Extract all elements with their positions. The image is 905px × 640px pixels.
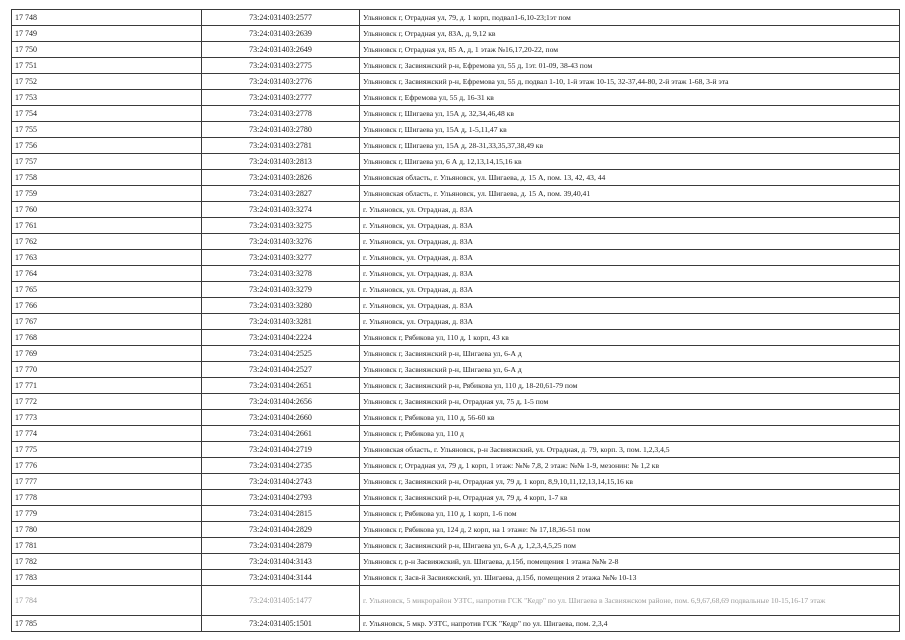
row-number-cell: 17 748 [12,10,202,26]
table-row [12,616,900,632]
table-row [12,74,900,90]
row-number-cell: 17 784 [12,586,202,616]
cadastral-number-cell: 73:24:031403:2775 [202,58,360,74]
table-row [12,474,900,490]
address-cell: Ульяновск г, Отрадная ул, 85 А, д, 1 этаж №16,17,20-22, пом [360,42,900,58]
cadastral-number-cell: 73:24:031403:2781 [202,138,360,154]
cadastral-number-cell: 73:24:031404:2661 [202,426,360,442]
address-cell: г. Ульяновск, 5 микрорайон УЗТС, напротив ГСК "Кедр" по ул. Шигаева в Засвияжском районе, пом. 6,9,67,68,69 подвальные 10-15,16-17 этаж [360,586,900,616]
table-row [12,362,900,378]
table-row [12,538,900,554]
row-number-cell: 17 762 [12,234,202,250]
address-cell: Ульяновская область, г. Ульяновск, ул. Шигаева, д. 15 А, пом. 39,40,41 [360,186,900,202]
address-cell: г. Ульяновск, ул. Отрадная, д. 83А [360,234,900,250]
address-cell: Ульяновск г, Засвияжский р-н, Отрадная ул, 75 д, 1-5 пом [360,394,900,410]
address-cell: Ульяновск г, Ефремова ул, 55 д, 16-31 кв [360,90,900,106]
row-number-cell: 17 772 [12,394,202,410]
cadastral-number-cell: 73:24:031404:2743 [202,474,360,490]
table-row [12,282,900,298]
cadastral-number-cell: 73:24:031403:3278 [202,266,360,282]
row-number-cell: 17 750 [12,42,202,58]
address-cell: г. Ульяновск, ул. Отрадная, д. 83А [360,202,900,218]
cadastral-number-cell: 73:24:031404:2829 [202,522,360,538]
address-cell: Ульяновск г, Отрадная ул, 83А, д, 9,12 кв [360,26,900,42]
table-row [12,42,900,58]
cadastral-number-cell: 73:24:031403:3281 [202,314,360,330]
cadastral-number-cell: 73:24:031403:3279 [202,282,360,298]
cadastral-number-cell: 73:24:031403:2778 [202,106,360,122]
address-cell: Ульяновск г, Рябикова ул, 110 д, 1 корп, 1-6 пом [360,506,900,522]
row-number-cell: 17 751 [12,58,202,74]
address-cell: Ульяновск г, Засвияжский р-н, Ефремова ул, 55 д, 1эт. 01-09, 38-43 пом [360,58,900,74]
table-row [12,490,900,506]
table-row [12,170,900,186]
table-row [12,442,900,458]
cadastral-number-cell: 73:24:031404:2527 [202,362,360,378]
row-number-cell: 17 780 [12,522,202,538]
table-row [12,266,900,282]
address-cell: г. Ульяновск, ул. Отрадная, д. 83А [360,298,900,314]
table-row [12,586,900,616]
cadastral-number-cell: 73:24:031404:2815 [202,506,360,522]
registry-sheet [11,9,899,628]
address-cell: Ульяновск г, Засвияжский р-н, Шигаева ул, 6-А д [360,346,900,362]
table-row [12,522,900,538]
table-row [12,154,900,170]
row-number-cell: 17 774 [12,426,202,442]
row-number-cell: 17 755 [12,122,202,138]
row-number-cell: 17 776 [12,458,202,474]
cadastral-number-cell: 73:24:031403:2826 [202,170,360,186]
cadastral-number-cell: 73:24:031403:2577 [202,10,360,26]
table-row [12,378,900,394]
row-number-cell: 17 760 [12,202,202,218]
row-number-cell: 17 779 [12,506,202,522]
address-cell: Ульяновск г, Засвияжский р-н, Отрадная ул, 79 д, 4 корп, 1-7 кв [360,490,900,506]
cadastral-number-cell: 73:24:031403:2649 [202,42,360,58]
address-cell: Ульяновск г, Шигаева ул, 15А д, 1-5,11,47 кв [360,122,900,138]
cadastral-number-cell: 73:24:031403:2776 [202,74,360,90]
row-number-cell: 17 749 [12,26,202,42]
table-row [12,26,900,42]
address-cell: г. Ульяновск, ул. Отрадная, д. 83А [360,218,900,234]
address-cell: Ульяновск г, Засвияжский р-н, Шигаева ул, 6-А д [360,362,900,378]
row-number-cell: 17 769 [12,346,202,362]
cadastral-number-cell: 73:24:031403:2639 [202,26,360,42]
address-cell: Ульяновск г, Шигаева ул, 15А д, 28-31,33,35,37,38,49 кв [360,138,900,154]
table-row [12,250,900,266]
row-number-cell: 17 763 [12,250,202,266]
row-number-cell: 17 758 [12,170,202,186]
address-cell: г. Ульяновск, 5 мкр. УЗТС, напротив ГСК "Кедр" по ул. Шигаева, пом. 2,3,4 [360,616,900,632]
address-cell: Ульяновск г, Шигаева ул, 15А д, 32,34,46,48 кв [360,106,900,122]
row-number-cell: 17 756 [12,138,202,154]
row-number-cell: 17 775 [12,442,202,458]
address-cell: Ульяновск г, Засвияжский р-н, Ефремова ул, 55 д, подвал 1-10, 1-й этаж 10-15, 32-37,44-80, 2-й этаж 1-68, 3-й эта [360,74,900,90]
cadastral-number-cell: 73:24:031404:2879 [202,538,360,554]
table-row [12,218,900,234]
cadastral-number-cell: 73:24:031404:3144 [202,570,360,586]
row-number-cell: 17 783 [12,570,202,586]
table-row [12,90,900,106]
row-number-cell: 17 764 [12,266,202,282]
row-number-cell: 17 752 [12,74,202,90]
cadastral-number-cell: 73:24:031404:2660 [202,410,360,426]
address-cell: Ульяновская область, г. Ульяновск, р-н Засвияжский, ул. Отрадная, д. 79, корп. 3, пом. 1,2,3,4,5 [360,442,900,458]
cadastral-number-cell: 73:24:031403:2777 [202,90,360,106]
cadastral-number-cell: 73:24:031404:2793 [202,490,360,506]
cadastral-number-cell: 73:24:031405:1501 [202,616,360,632]
address-cell: Ульяновск г, Засвияжский р-н, Шигаева ул, 6-А д, 1,2,3,4,5,25 пом [360,538,900,554]
address-cell: Ульяновск г, Рябикова ул, 124 д, 2 корп, на 1 этаже: № 17,18,36-51 пом [360,522,900,538]
row-number-cell: 17 777 [12,474,202,490]
address-cell: Ульяновск г, Засвияжский р-н, Отрадная ул, 79 д, 1 корп, 8,9,10,11,12,13,14,15,16 кв [360,474,900,490]
cadastral-number-cell: 73:24:031403:2813 [202,154,360,170]
table-row [12,202,900,218]
row-number-cell: 17 767 [12,314,202,330]
cadastral-number-cell: 73:24:031403:2780 [202,122,360,138]
cadastral-number-cell: 73:24:031404:3143 [202,554,360,570]
cadastral-number-cell: 73:24:031404:2651 [202,378,360,394]
registry-rows [12,10,900,632]
cadastral-number-cell: 73:24:031405:1477 [202,586,360,616]
table-row [12,394,900,410]
table-row [12,458,900,474]
row-number-cell: 17 768 [12,330,202,346]
table-row [12,58,900,74]
row-number-cell: 17 766 [12,298,202,314]
address-cell: Ульяновск г, Рябикова ул, 110 д [360,426,900,442]
table-row [12,506,900,522]
table-row [12,298,900,314]
row-number-cell: 17 765 [12,282,202,298]
row-number-cell: 17 759 [12,186,202,202]
cadastral-number-cell: 73:24:031403:3274 [202,202,360,218]
address-cell: Ульяновск г, Отрадная ул, 79, д. 1 корп, подвал1-6,10-23;1эт пом [360,10,900,26]
table-row [12,234,900,250]
row-number-cell: 17 761 [12,218,202,234]
table-row [12,138,900,154]
table-row [12,410,900,426]
address-cell: Ульяновск г, Шигаева ул, 6 А д, 12,13,14,15,16 кв [360,154,900,170]
row-number-cell: 17 782 [12,554,202,570]
address-cell: Ульяновск г, Рябикова ул, 110 д, 1 корп, 43 кв [360,330,900,346]
address-cell: Ульяновск г, р-н Засвияжский, ул. Шигаева, д.15б, помещения 1 этажа №№ 2-8 [360,554,900,570]
cadastral-number-cell: 73:24:031403:3277 [202,250,360,266]
address-cell: Ульяновская область, г. Ульяновск, ул. Шигаева, д. 15 А, пом. 13, 42, 43, 44 [360,170,900,186]
cadastral-number-cell: 73:24:031404:2525 [202,346,360,362]
address-cell: Ульяновск г, Рябикова ул, 110 д, 56-60 кв [360,410,900,426]
table-row [12,330,900,346]
address-cell: г. Ульяновск, ул. Отрадная, д. 83А [360,282,900,298]
row-number-cell: 17 757 [12,154,202,170]
cadastral-number-cell: 73:24:031404:2224 [202,330,360,346]
row-number-cell: 17 770 [12,362,202,378]
table-row [12,314,900,330]
cadastral-number-cell: 73:24:031404:2735 [202,458,360,474]
cadastral-number-cell: 73:24:031403:3275 [202,218,360,234]
table-row [12,10,900,26]
row-number-cell: 17 753 [12,90,202,106]
table-row [12,346,900,362]
row-number-cell: 17 754 [12,106,202,122]
cadastral-number-cell: 73:24:031404:2719 [202,442,360,458]
table-row [12,554,900,570]
registry-table [11,9,900,632]
cadastral-number-cell: 73:24:031403:2827 [202,186,360,202]
table-row [12,426,900,442]
row-number-cell: 17 785 [12,616,202,632]
address-cell: Ульяновск г, Засв-й Засвияжский, ул. Шигаева, д.15б, помещения 2 этажа №№ 10-13 [360,570,900,586]
address-cell: г. Ульяновск, ул. Отрадная, д. 83А [360,314,900,330]
table-row [12,186,900,202]
row-number-cell: 17 771 [12,378,202,394]
row-number-cell: 17 781 [12,538,202,554]
table-row [12,570,900,586]
table-row [12,106,900,122]
address-cell: Ульяновск г, Отрадная ул, 79 д, 1 корп, 1 этаж: №№ 7,8, 2 этаж: №№ 1-9, мезонин: № 1,2 кв [360,458,900,474]
address-cell: Ульяновск г, Засвияжский р-н, Рябикова ул, 110 д, 18-20,61-79 пом [360,378,900,394]
row-number-cell: 17 778 [12,490,202,506]
row-number-cell: 17 773 [12,410,202,426]
cadastral-number-cell: 73:24:031404:2656 [202,394,360,410]
cadastral-number-cell: 73:24:031403:3276 [202,234,360,250]
address-cell: г. Ульяновск, ул. Отрадная, д. 83А [360,266,900,282]
address-cell: г. Ульяновск, ул. Отрадная, д. 83А [360,250,900,266]
table-row [12,122,900,138]
cadastral-number-cell: 73:24:031403:3280 [202,298,360,314]
